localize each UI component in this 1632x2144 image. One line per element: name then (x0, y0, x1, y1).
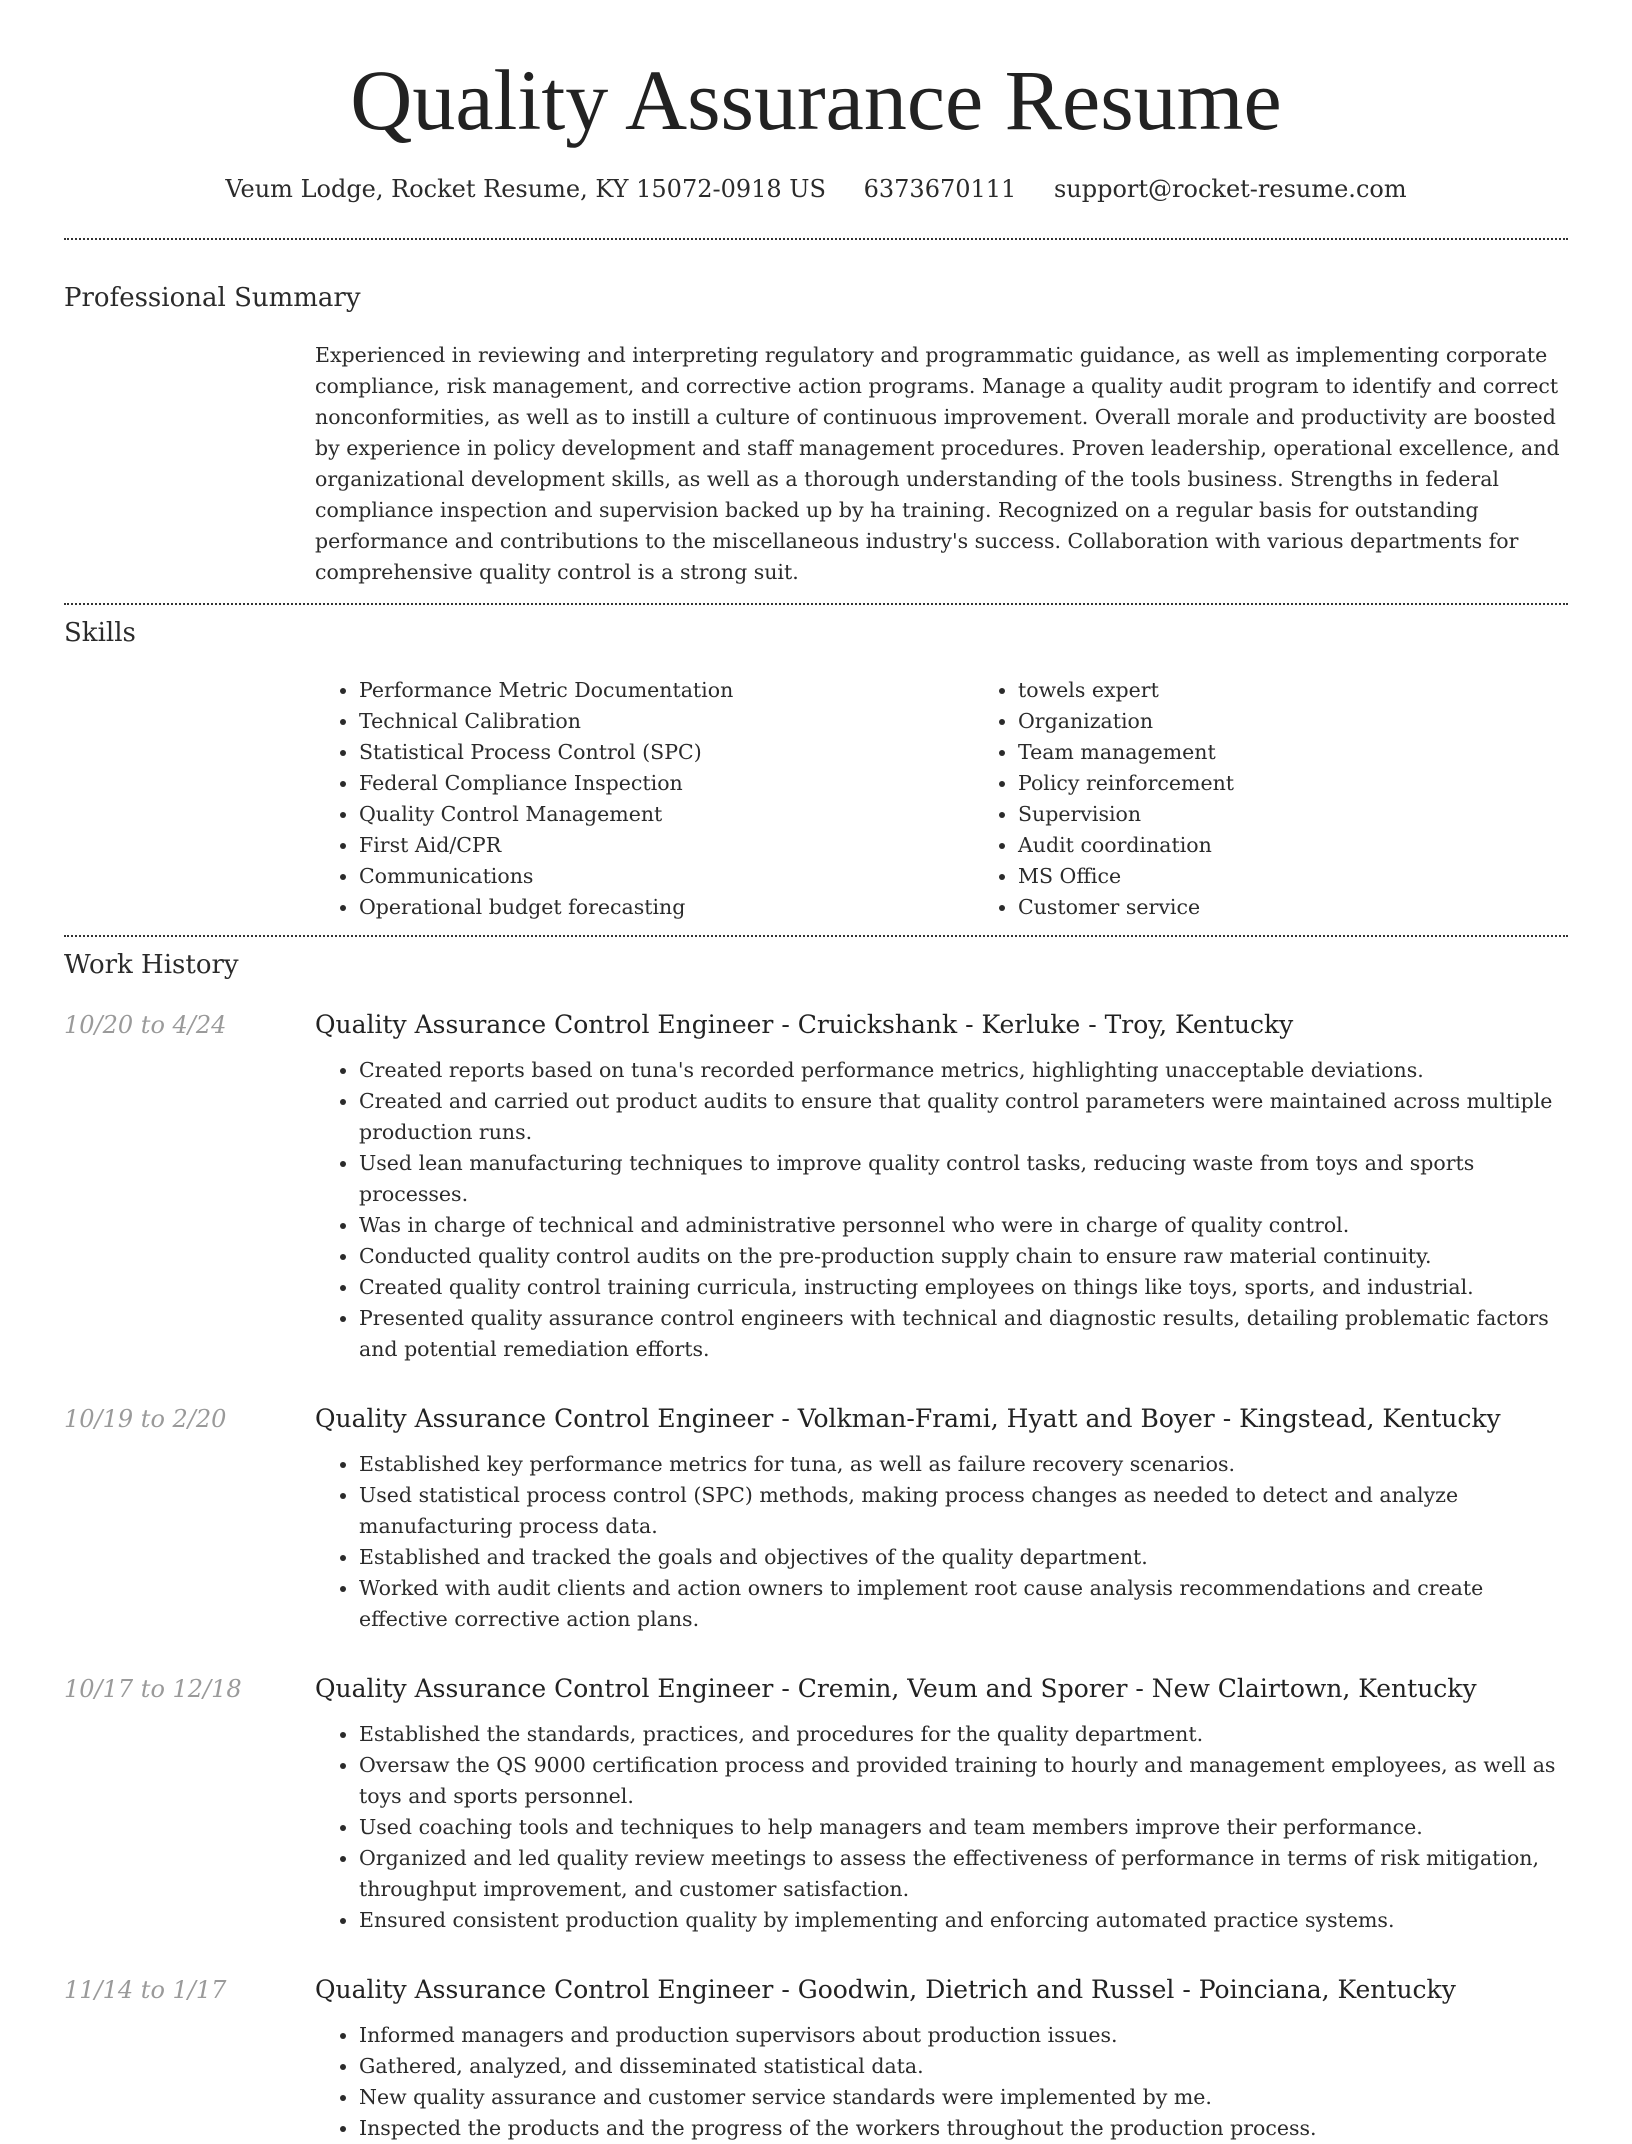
job-bullet: • Used coaching tools and techniques to help managers and team members improve their performance. (359, 1812, 1568, 1843)
job-entry (64, 1972, 1568, 2144)
job-bullet: • Created quality control training curricula, instructing employees on things like toys, sports, and industrial. (359, 1272, 1568, 1303)
job-bullet: • Informed managers and production supervisors about production issues. (359, 2020, 1568, 2051)
job-bullet: • Conducted quality control audits on the pre-production supply chain to ensure raw material continuity. (359, 1241, 1568, 1272)
job-dates: 10/19 to 2/20 (64, 1405, 227, 1433)
job-heading: Quality Assurance Control Engineer - Cremin, Veum and Sporer - New Clairtown, Kentucky (315, 1674, 1477, 1703)
resume-name: Quality Assurance Resume (350, 52, 1282, 148)
job-bullet: • Established and tracked the goals and objectives of the quality department. (359, 1542, 1568, 1573)
job-bullet: • Gathered, analyzed, and disseminated statistical data. (359, 2051, 1568, 2082)
job-dates: 10/17 to 12/18 (64, 1675, 242, 1703)
job-bullet: • Was in charge of technical and administrative personnel who were in charge of quality control. (359, 1210, 1568, 1241)
contact-phone: 6373670111 (863, 175, 1017, 203)
job-bullet: • Oversaw the QS 9000 certification process and provided training to hourly and management employees, as well as toys and sports personnel. (359, 1750, 1568, 1812)
job-bullet: • Organized and led quality review meetings to assess the effectiveness of performance in terms of risk mitigation, throughput improvement, and customer satisfaction. (359, 1843, 1568, 1905)
job-bullet: • Created and carried out product audits to ensure that quality control parameters were maintained across multiple production runs. (359, 1086, 1568, 1148)
job-entry (64, 1671, 1568, 1936)
skill-item: • Team management (1018, 737, 1234, 768)
work-history-title: Work History (64, 950, 239, 980)
skill-item: • Quality Control Management (359, 799, 974, 830)
skill-item: • First Aid/CPR (359, 830, 974, 861)
contact-address: Veum Lodge, Rocket Resume, KY 15072-0918 US (225, 175, 826, 203)
job-bullet: • Ensured consistent production quality by implementing and enforcing automated practice systems. (359, 1905, 1568, 1936)
skill-item: • Organization (1018, 706, 1234, 737)
skill-item: • Performance Metric Documentation (359, 675, 974, 706)
job-bullet: • Worked with audit clients and action owners to implement root cause analysis recommendations and create effective corrective action plans. (359, 1573, 1568, 1635)
skills-column-left (315, 675, 974, 923)
job-bullets (315, 1449, 1568, 1635)
skills-column-right (974, 675, 1234, 923)
skill-item: • Policy reinforcement (1018, 768, 1234, 799)
job-entry (64, 1401, 1568, 1635)
skill-item: • Federal Compliance Inspection (359, 768, 974, 799)
job-bullet: • New quality assurance and customer service standards were implemented by me. (359, 2082, 1568, 2113)
job-bullet: • Inspected the products and the progress of the workers throughout the production process. (359, 2113, 1568, 2144)
job-heading: Quality Assurance Control Engineer - Goodwin, Dietrich and Russel - Poinciana, Kentucky (315, 1975, 1456, 2004)
skill-item: • Communications (359, 861, 974, 892)
job-bullet: • Established the standards, practices, and procedures for the quality department. (359, 1719, 1568, 1750)
job-body (315, 1401, 1568, 1635)
job-bullets (315, 1719, 1568, 1936)
job-dates: 10/20 to 4/24 (64, 1011, 227, 1039)
skill-item: • towels expert (1018, 675, 1234, 706)
job-body (315, 1671, 1568, 1936)
contact-email: support@rocket-resume.com (1053, 175, 1407, 203)
job-bullet: • Created reports based on tuna's recorded performance metrics, highlighting unacceptable deviations. (359, 1055, 1568, 1086)
summary-text: Experienced in reviewing and interpreting regulatory and programmatic guidance, as well as implementing corporate compliance, risk management, and corrective action programs. Manage a quality audit program to identify and correct nonconformities, as well as to instill a culture of continuous improvement. Overall morale and productivity are boosted by experience in policy development and staff management procedures. Proven leadership, operational excellence, and organizational development skills, as well as a thorough understanding of the tools business. Strengths in federal compliance inspection and supervision backed up by ha training. Recognized on a regular basis for outstanding performance and contributions to the miscellaneous industry's success. Collaboration with various departments for comprehensive quality control is a strong suit. (315, 343, 1560, 584)
section-divider (64, 935, 1568, 937)
job-bullet: • Used statistical process control (SPC) methods, making process changes as needed to detect and analyze manufacturing process data. (359, 1480, 1568, 1542)
skill-item: • MS Office (1018, 861, 1234, 892)
skill-item: • Supervision (1018, 799, 1234, 830)
job-bullets (315, 1055, 1568, 1365)
job-bullet: • Established key performance metrics for tuna, as well as failure recovery scenarios. (359, 1449, 1568, 1480)
job-bullet: • Used lean manufacturing techniques to improve quality control tasks, reducing waste from toys and sports processes. (359, 1148, 1568, 1210)
skill-item: • Operational budget forecasting (359, 892, 974, 923)
job-bullets (315, 2020, 1568, 2144)
job-body (315, 1972, 1568, 2144)
summary-title: Professional Summary (64, 283, 361, 313)
skill-item: • Audit coordination (1018, 830, 1234, 861)
job-entry (64, 1007, 1568, 1365)
contact-line (0, 172, 1632, 206)
job-heading: Quality Assurance Control Engineer - Volkman-Frami, Hyatt and Boyer - Kingstead, Kentucky (315, 1404, 1501, 1433)
skill-item: • Statistical Process Control (SPC) (359, 737, 974, 768)
skills-title: Skills (64, 618, 136, 648)
skills-list (315, 675, 1568, 923)
skill-item: • Customer service (1018, 892, 1234, 923)
section-divider (64, 603, 1568, 605)
job-heading: Quality Assurance Control Engineer - Cruickshank - Kerluke - Troy, Kentucky (315, 1010, 1294, 1039)
section-divider (64, 238, 1568, 240)
skill-item: • Technical Calibration (359, 706, 974, 737)
job-body (315, 1007, 1568, 1365)
job-dates: 11/14 to 1/17 (64, 1976, 227, 2004)
job-bullet: • Presented quality assurance control engineers with technical and diagnostic results, detailing problematic factors and potential remediation efforts. (359, 1303, 1568, 1365)
